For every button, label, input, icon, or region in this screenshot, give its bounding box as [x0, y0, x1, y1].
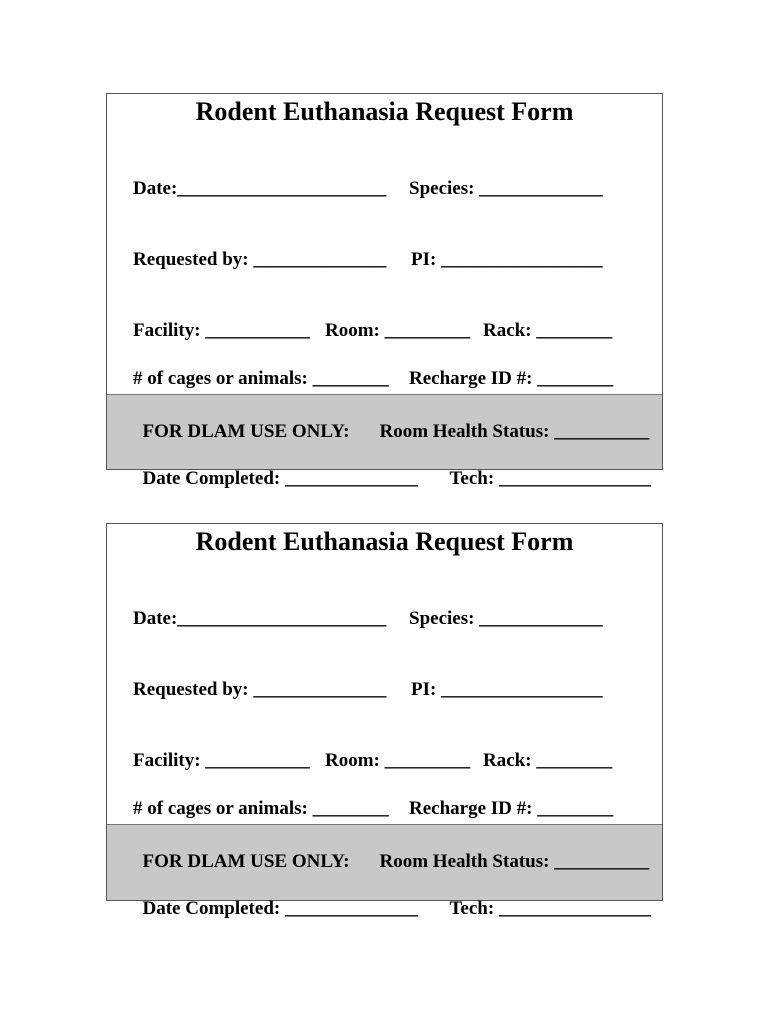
dlam-label: FOR DLAM USE ONLY: [142, 851, 350, 872]
species-field[interactable]: Species: _____________ [409, 178, 603, 199]
row-date-species [114, 156, 603, 222]
requested-by-field[interactable]: Requested by: ______________ [133, 249, 387, 270]
row-requested-pi [114, 227, 603, 293]
date-completed-field[interactable]: Date Completed: ______________ [142, 468, 418, 489]
room-field[interactable]: Room: _________ [325, 750, 471, 771]
facility-field[interactable]: Facility: ___________ [133, 320, 310, 341]
recharge-id-field[interactable]: Recharge ID #: ________ [409, 368, 614, 389]
rack-field[interactable]: Rack: ________ [483, 320, 613, 341]
room-field[interactable]: Room: _________ [325, 320, 471, 341]
row-date-completed-tech [114, 446, 651, 512]
tech-field[interactable]: Tech: ________________ [449, 468, 651, 489]
form-title: Rodent Euthanasia Request Form [195, 97, 574, 126]
dlam-use-only-section [107, 394, 662, 489]
pi-field[interactable]: PI: _________________ [411, 249, 603, 270]
room-health-status-field[interactable]: Room Health Status: __________ [379, 421, 650, 442]
cages-field[interactable]: # of cages or animals: ________ [133, 368, 389, 389]
species-field[interactable]: Species: _____________ [409, 608, 603, 629]
cages-field[interactable]: # of cages or animals: ________ [133, 798, 389, 819]
row-date-species [114, 586, 603, 652]
date-field[interactable]: Date:______________________ [133, 608, 387, 629]
date-field[interactable]: Date:______________________ [133, 178, 387, 199]
requested-by-field[interactable]: Requested by: ______________ [133, 679, 387, 700]
date-completed-field[interactable]: Date Completed: ______________ [142, 898, 418, 919]
euthanasia-form-2 [106, 523, 663, 919]
tech-field[interactable]: Tech: ________________ [449, 898, 651, 919]
pi-field[interactable]: PI: _________________ [411, 679, 603, 700]
recharge-id-field[interactable]: Recharge ID #: ________ [409, 798, 614, 819]
dlam-use-only-section [107, 824, 662, 919]
dlam-label: FOR DLAM USE ONLY: [142, 421, 350, 442]
row-requested-pi [114, 657, 603, 723]
row-date-completed-tech [114, 876, 651, 942]
room-health-status-field[interactable]: Room Health Status: __________ [379, 851, 650, 872]
facility-field[interactable]: Facility: ___________ [133, 750, 310, 771]
form-title: Rodent Euthanasia Request Form [195, 527, 574, 556]
rack-field[interactable]: Rack: ________ [483, 750, 613, 771]
euthanasia-form-1 [106, 93, 663, 489]
